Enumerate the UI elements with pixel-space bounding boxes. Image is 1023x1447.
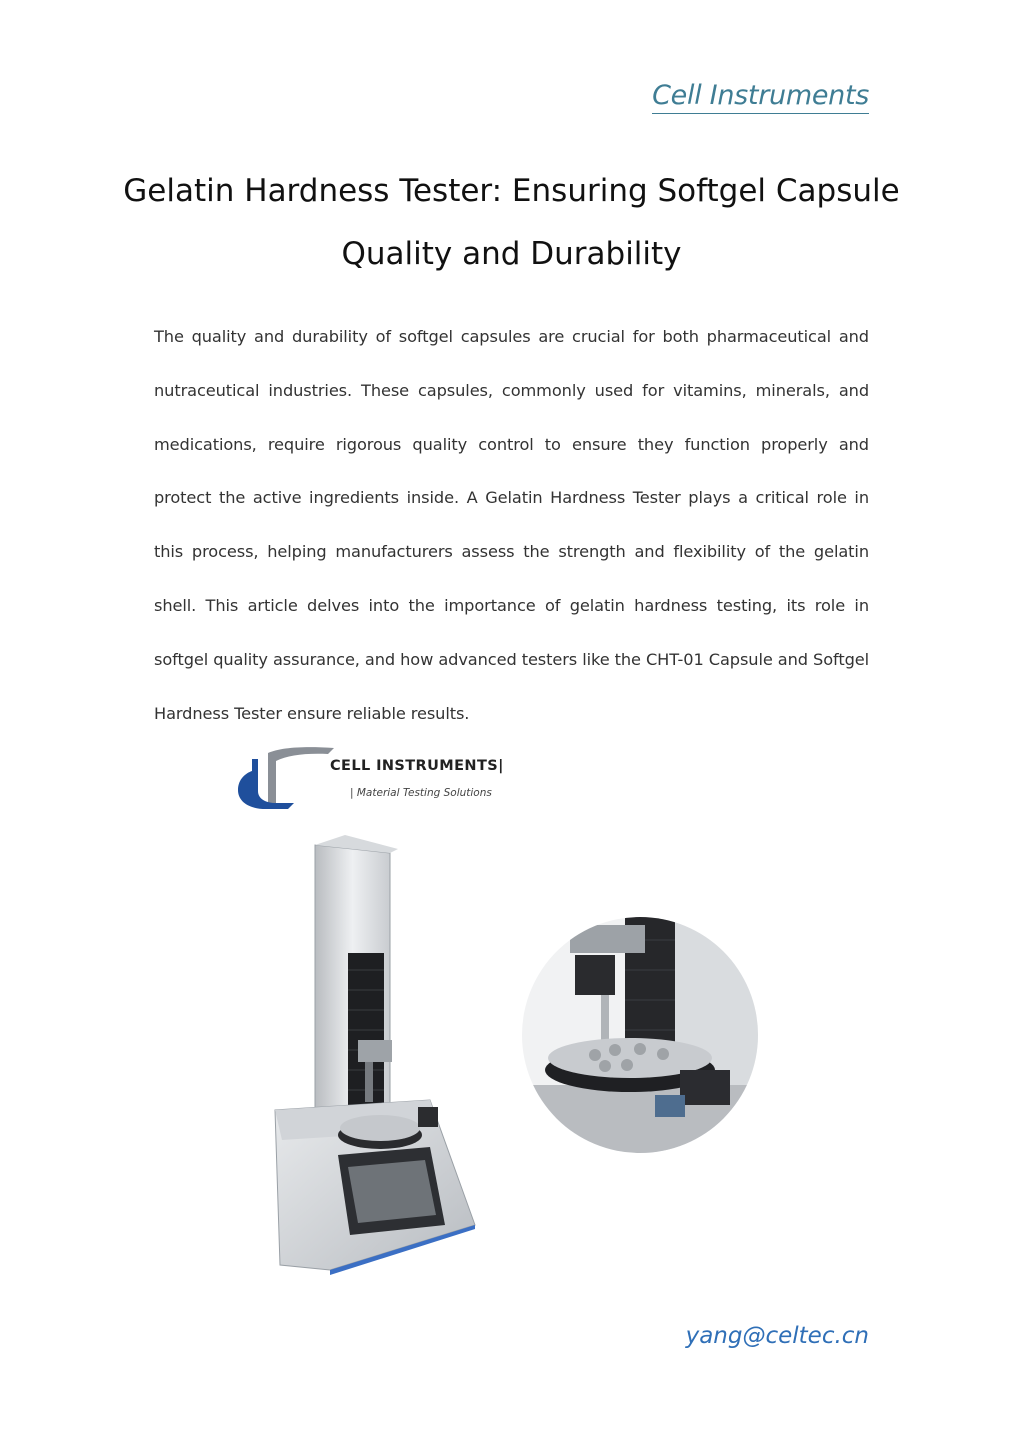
turntable-closeup-image [515, 910, 758, 1160]
page-title: Gelatin Hardness Tester: Ensuring Softgel Capsule Quality and Durability [123, 173, 900, 272]
logo-tagline: | Material Testing Solutions [350, 787, 492, 799]
logo-mark [236, 745, 336, 815]
contact-email[interactable]: yang@celtec.cn [685, 1323, 869, 1349]
logo-name: CELL INSTRUMENTS| [330, 758, 504, 774]
brand-header: Cell Instruments [652, 80, 869, 114]
company-logo [236, 745, 516, 815]
intro-paragraph: The quality and durability of softgel capsules are crucial for both pharmaceutical and nutraceutical industries. These capsules, commonly used for vitamins, minerals, and medications, require rigorous quality control to ensure they function properly and protect the active ingredients inside. A Gelatin Hardness Tester plays a critical role in this process, helping manufacturers assess the strength and flexibility of the gelatin shell. This article delves into the importance of gelatin hardness testing, its role in softgel quality assurance, and how advanced testers like the CHT-01 Capsule and Softgel Hardness Tester ensure reliable results. [154, 327, 869, 723]
hardness-tester-image [270, 835, 485, 1285]
